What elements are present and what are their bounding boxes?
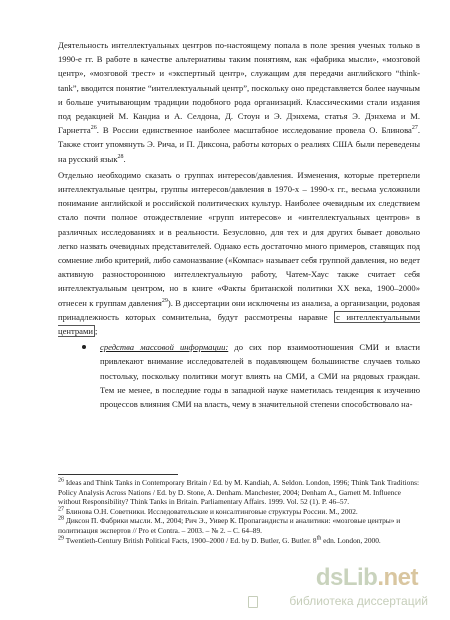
footnote-26 <box>58 478 420 507</box>
ordinal-suffix: th <box>316 535 322 542</box>
watermark-subtitle: библиотека диссертаций <box>289 594 428 608</box>
watermark-logo-main: dsLib <box>315 564 378 591</box>
paragraph-think-tanks <box>58 38 420 166</box>
footnote-text: Блинова О.Н. Советники. Исследовательские и консалтинговые структуры России. М., 2002. <box>64 506 358 516</box>
bullet-lead-term: средства массовой информации: <box>100 342 229 353</box>
text-run: ; <box>95 326 98 337</box>
footnote-number: 27 <box>58 506 64 513</box>
watermark-logo <box>316 564 418 592</box>
footnote-number: 29 <box>58 535 64 542</box>
footnote-ref-28[interactable]: 28 <box>117 153 124 160</box>
footnote-text: Диксон П. Фабрики мысли. М., 2004; Рич Э., Уивер К. Пропагандисты и аналитики: «мозговые центры» и политизация экспертов // Pro et Contra. – 2003. – № 2. – С. 64–89. <box>58 516 401 535</box>
text-run: ). В диссертации они исключены из анализа, а организации, родовая принадлежность которых сомнительна, будут рассмотрены наравне <box>58 297 420 322</box>
text-run: до сих пор взаимоотношения СМИ и власти привлекают внимание исследователей в подавляющем большинстве случаев только постольку, поскольку политики могут влиять на СМИ, а СМИ на рядовых граждан. Тем не менее, в последние годы в западной науке наметилась тенденция к изучению процессов влияния СМИ на власть, чему в значительной степени способствовало на- <box>100 342 421 410</box>
highlighted-phrase: с интеллектуальными центрами <box>58 311 420 337</box>
text-run: . В России единственное наиболее масштабное исследование провела О. Блинова <box>96 125 412 136</box>
footnote-ref-26[interactable]: 26 <box>90 125 97 132</box>
watermark-logo-accent: .net <box>377 564 418 591</box>
text-run: . Также стоит упомянуть Э. Рича, и П. Диксона, работы которых о реалиях США были переведены на русский язык <box>58 125 420 164</box>
footnote-28 <box>58 516 420 535</box>
text-run: Отдельно необходимо сказать о группах интересов/давления. Изменения, которые претерпели интеллектуальные центры, группы интересов/давления в 1970-х – 1990-х гг., весьма усложнили понимание английской и российской политических культур. Наиболее очевидным их следствием стало почти полное отождествление «групп интересов» и «интеллектуальных центров» в различных исследованиях и в реальности. Безусловно, для тех и для других бывает довольно легко назвать очевидных представителей. Однако есть достаточно много примеров, ставящих под сомнение либо критерий, либо самоназвание («Компас» называет себя группой давления, но ведет активную разностороннюю интеллектуальную работу, Чатем-Хаус также считает себя интеллектуальным центром, но в книге «Факты британской политики XX века, 1900–2000» отнесен к группам давления <box>58 169 420 308</box>
footnote-number: 26 <box>58 477 64 484</box>
watermark <box>248 564 428 612</box>
text-run: . <box>123 153 126 164</box>
footnote-ref-29[interactable]: 29 <box>161 297 168 304</box>
footnote-text: edn. London, 2000. <box>321 535 381 545</box>
footnote-text: Ideas and Think Tanks in Contemporary Britain / Ed. by M. Kandiah, A. Seldon. London, 1996; Think Tank Traditions: Policy Analysis Across Nations / Ed. by D. Stone, A. Denham. Manchester, 2004; Denham A., Garnett M. Influence without Responsibility? Think Tanks in Britain. Parliamentary Affairs. 1999. Vol. 52 (1). P. 46–57. <box>58 478 419 507</box>
footnote-text: Twentieth-Century British Political Facts, 1900–2000 / Ed. by D. Butler, G. Butler. 8 <box>64 535 317 545</box>
footnote-ref-27[interactable]: 27 <box>411 125 418 132</box>
footnote-29 <box>58 536 420 546</box>
bullet-icon <box>82 345 86 349</box>
footnote-27 <box>58 507 420 517</box>
paragraph-interest-groups <box>58 168 420 338</box>
footnote-divider <box>58 474 178 475</box>
text-run: Деятельность интеллектуальных центров по-настоящему попала в поле зрения ученых только в 1990-е гг. В работе в качестве альтернативы таким понятиям, как «фабрика мысли», «мозговой центр», «мозговой трест» и «экспертный центр», служащим для передачи английского “think-tank”, вводится понятие “интеллектуальный центр”, поскольку оно представляется более научным и больше учитывающим традиции подобного рода организаций. Классическими стали издания под редакцией М. Кандиа и А. Селдона, Д. Стоун и Э. Дэнхема, статья Э. Дэнхема и М. Гарнетта <box>58 40 420 136</box>
bullet-item-media <box>58 340 420 411</box>
footnotes <box>58 478 420 545</box>
main-text <box>58 38 420 411</box>
footnote-number: 28 <box>58 515 64 522</box>
book-icon <box>248 596 258 608</box>
